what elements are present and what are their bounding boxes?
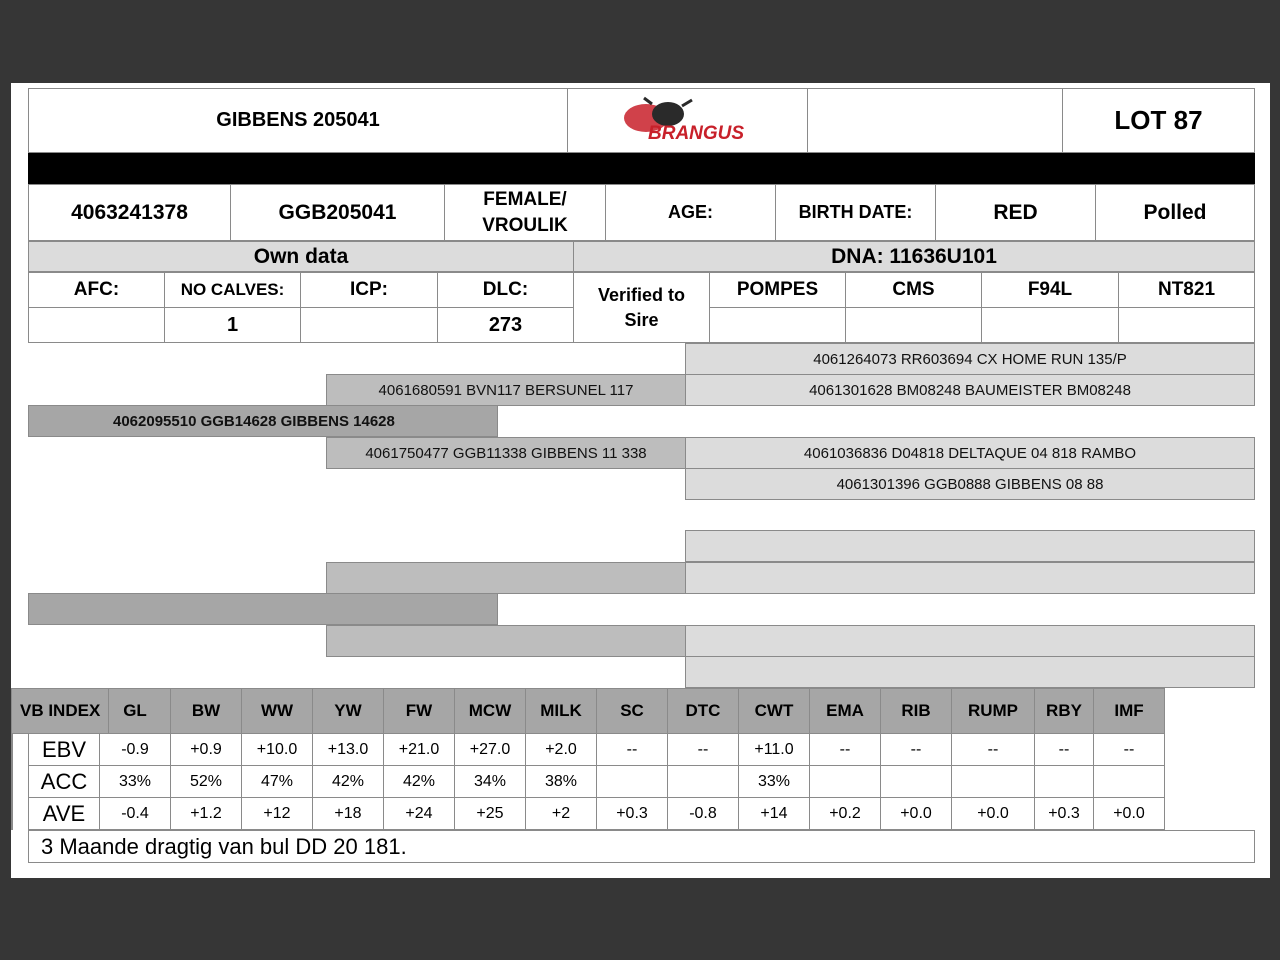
ebv-col-sc: SC [596, 688, 668, 734]
ebv-col-gl: GL [99, 688, 171, 734]
ebv-col-dtc: DTC [667, 688, 739, 734]
sex: FEMALE/ VROULIK [444, 184, 606, 241]
herd-id: GGB205041 [230, 184, 445, 241]
own-data-label: Own data [28, 241, 574, 272]
ebv-col-bw: BW [170, 688, 242, 734]
ebv-cell: +0.9 [170, 733, 242, 766]
afc-value [28, 307, 165, 343]
ebv-cell: 38% [525, 765, 597, 798]
test-pompes: POMPES [709, 272, 846, 308]
ebv-cell: 34% [454, 765, 526, 798]
ebv-cell [667, 765, 739, 798]
ebv-cell: 52% [170, 765, 242, 798]
vb-index-value [11, 733, 13, 830]
comment: 3 Maande dragtig van bul DD 20 181. [28, 830, 1255, 863]
pedigree-sire-sire: 4061680591 BVN117 BERSUNEL 117 [326, 374, 686, 406]
test-nt821: NT821 [1118, 272, 1255, 308]
ebv-cell: +11.0 [738, 733, 810, 766]
pedigree-dam [28, 593, 498, 625]
lot-number: LOT 87 [1062, 88, 1255, 153]
ebv-cell: -- [667, 733, 739, 766]
pedigree-sire-sire-sire: 4061264073 RR603694 CX HOME RUN 135/P [685, 343, 1255, 375]
ebv-cell: +1.2 [170, 797, 242, 830]
bull-head-icon [608, 94, 768, 148]
no-calves-value: 1 [164, 307, 301, 343]
header-blank [807, 88, 1063, 153]
ebv-cell: +0.2 [809, 797, 881, 830]
icp-value [300, 307, 438, 343]
afc-label: AFC: [28, 272, 165, 308]
pedigree-dam-dam [326, 625, 686, 657]
lot-card [11, 83, 1270, 878]
dna-label: DNA: 11636U101 [573, 241, 1255, 272]
ebv-col-rump: RUMP [951, 688, 1035, 734]
ebv-cell: +10.0 [241, 733, 313, 766]
ebv-col-rib: RIB [880, 688, 952, 734]
pedigree-sire-dam-dam: 4061301396 GGB0888 GIBBENS 08 88 [685, 468, 1255, 500]
no-calves-label: NO CALVES: [164, 272, 301, 308]
ebv-cell [809, 765, 881, 798]
pedigree-dam-sire [326, 562, 686, 594]
ebv-cell: -- [951, 733, 1035, 766]
color: RED [935, 184, 1096, 241]
ebv-cell: +12 [241, 797, 313, 830]
ebv-cell: -- [809, 733, 881, 766]
logo-text: BRANGUS [647, 122, 744, 144]
ebv-cell: +2.0 [525, 733, 597, 766]
ebv-row-label-ebv: EBV [28, 733, 100, 766]
test-f94l-value [981, 307, 1119, 343]
registration-number: 4063241378 [28, 184, 231, 241]
pedigree-dam-dam-dam [685, 656, 1255, 688]
test-f94l: F94L [981, 272, 1119, 308]
pedigree-sire-sire-dam: 4061301628 BM08248 BAUMEISTER BM08248 [685, 374, 1255, 406]
test-pompes-value [709, 307, 846, 343]
ebv-cell: 42% [312, 765, 384, 798]
ebv-col-cwt: CWT [738, 688, 810, 734]
pedigree-sire: 4062095510 GGB14628 GIBBENS 14628 [28, 405, 498, 437]
ebv-cell [596, 765, 668, 798]
dlc-label: DLC: [437, 272, 574, 308]
ebv-col-ema: EMA [809, 688, 881, 734]
ebv-cell [1093, 765, 1165, 798]
ebv-cell: -- [596, 733, 668, 766]
icp-label: ICP: [300, 272, 438, 308]
pedigree-sire-dam: 4061750477 GGB11338 GIBBENS 11 338 [326, 437, 686, 469]
brangus-logo [567, 88, 808, 153]
ebv-col-rby: RBY [1034, 688, 1094, 734]
black-divider [28, 153, 1255, 184]
ebv-cell: 33% [99, 765, 171, 798]
ebv-cell: +18 [312, 797, 384, 830]
ebv-col-imf: IMF [1093, 688, 1165, 734]
pedigree-dam-dam-sire [685, 625, 1255, 657]
pedigree-dam-sire-dam [685, 562, 1255, 594]
verified-to-sire: Verified to Sire [573, 272, 710, 343]
ebv-cell: -0.4 [99, 797, 171, 830]
ebv-col-fw: FW [383, 688, 455, 734]
test-nt821-value [1118, 307, 1255, 343]
ebv-cell: +21.0 [383, 733, 455, 766]
ebv-col-milk: MILK [525, 688, 597, 734]
ebv-row-label-ave: AVE [28, 797, 100, 830]
vb-index-header: VB INDEX [11, 688, 109, 734]
ebv-cell [1034, 765, 1094, 798]
ebv-cell: +0.0 [951, 797, 1035, 830]
ebv-col-yw: YW [312, 688, 384, 734]
ebv-cell: +0.0 [1093, 797, 1165, 830]
ebv-cell: +27.0 [454, 733, 526, 766]
birth-date-label: BIRTH DATE: [775, 184, 936, 241]
dlc-value: 273 [437, 307, 574, 343]
ebv-cell: +0.3 [596, 797, 668, 830]
ebv-cell: +24 [383, 797, 455, 830]
ebv-cell [951, 765, 1035, 798]
ebv-cell: +0.3 [1034, 797, 1094, 830]
ebv-col-ww: WW [241, 688, 313, 734]
ebv-cell: 47% [241, 765, 313, 798]
animal-name: GIBBENS 205041 [28, 88, 568, 153]
pedigree-sire-dam-sire: 4061036836 D04818 DELTAQUE 04 818 RAMBO [685, 437, 1255, 469]
ebv-cell [880, 765, 952, 798]
pedigree-dam-sire-sire [685, 530, 1255, 562]
ebv-cell: +25 [454, 797, 526, 830]
horn-status: Polled [1095, 184, 1255, 241]
ebv-cell: +2 [525, 797, 597, 830]
test-cms: CMS [845, 272, 982, 308]
ebv-cell: -0.8 [667, 797, 739, 830]
ebv-cell: 33% [738, 765, 810, 798]
ebv-cell: +0.0 [880, 797, 952, 830]
ebv-col-mcw: MCW [454, 688, 526, 734]
test-cms-value [845, 307, 982, 343]
ebv-cell: -0.9 [99, 733, 171, 766]
ebv-row-label-acc: ACC [28, 765, 100, 798]
ebv-cell: -- [1093, 733, 1165, 766]
ebv-cell: -- [1034, 733, 1094, 766]
ebv-cell: 42% [383, 765, 455, 798]
ebv-cell: -- [880, 733, 952, 766]
ebv-cell: +14 [738, 797, 810, 830]
ebv-cell: +13.0 [312, 733, 384, 766]
age-label: AGE: [605, 184, 776, 241]
